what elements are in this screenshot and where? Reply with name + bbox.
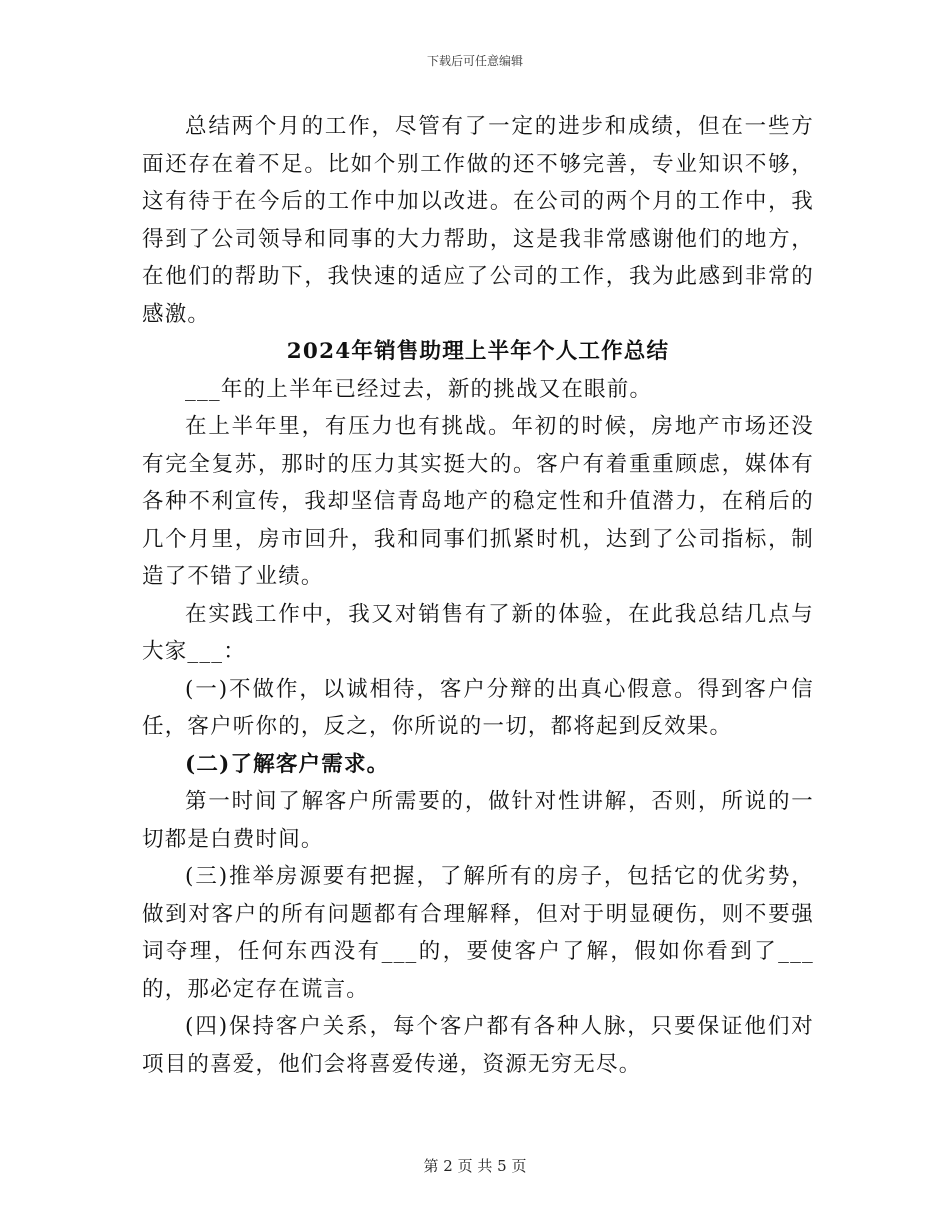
paragraph-point-2-heading: (二)了解客户需求。 — [185, 751, 390, 777]
page-number: 第 2 页 共 5 页 — [423, 1157, 527, 1175]
section-title: 2024年销售助理上半年个人工作总结 — [286, 339, 670, 364]
paragraph-point-2: 第一时间了解客户所需要的，做针对性讲解，否则，所说的一切都是白费时间。 — [142, 789, 814, 852]
paragraph-point-1: (一)不做作，以诚相待，客户分辩的出真心假意。得到客户信任，客户听你的，反之，你所说的一切，都将起到反效果。 — [142, 676, 814, 739]
paragraph-point-4: (四)保持客户关系，每个客户都有各种人脉，只要保证他们对项目的喜爱，他们会将喜爱传递，资源无穷无尽。 — [142, 1014, 814, 1077]
paragraph-first-half: 在上半年里，有压力也有挑战。年初的时候，房地产市场还没有完全复苏，那时的压力其实挺大的。客户有着重重顾虑，媒体有各种不利宣传，我却坚信青岛地产的稳定性和升值潜力，在稍后的几个月里，房市回升，我和同事们抓紧时机，达到了公司指标，制造了不错了业绩。 — [142, 414, 814, 589]
header-note: 下载后可任意编辑 — [426, 54, 523, 68]
paragraph-experience: 在实践工作中，我又对销售有了新的体验，在此我总结几点与大家___： — [142, 601, 814, 664]
paragraph-intro: ___年的上半年已经过去，新的挑战又在眼前。 — [185, 376, 653, 402]
document-body — [142, 108, 814, 1083]
paragraph-summary: 总结两个月的工作，尽管有了一定的进步和成绩，但在一些方面还存在着不足。比如个别工作做的还不够完善，专业知识不够，这有待于在今后的工作中加以改进。在公司的两个月的工作中，我得到了公司领导和同事的大力帮助，这是我非常感谢他们的地方，在他们的帮助下，我快速的适应了公司的工作，我为此感到非常的感激。 — [142, 114, 814, 327]
paragraph-point-3: (三)推举房源要有把握，了解所有的房子，包括它的优劣势，做到对客户的所有问题都有合理解释，但对于明显硬伤，则不要强词夺理，任何东西没有___的，要使客户了解，假如你看到了___的，那必定存在谎言。 — [142, 864, 814, 1002]
